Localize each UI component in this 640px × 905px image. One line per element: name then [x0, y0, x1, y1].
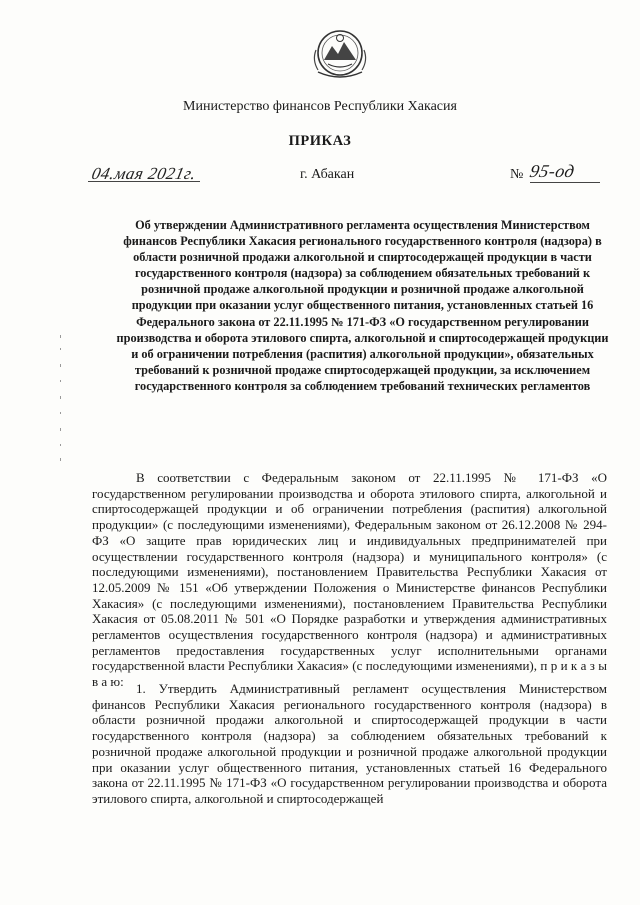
number-label: №	[510, 167, 524, 182]
coat-of-arms-icon	[300, 20, 380, 90]
body-paragraph-1: В соответствии с Федеральным законом от 22.11.1995 № 171-ФЗ «О государственном регулировании производства и оборота этилового спирта, алкогольной и спиртосодержащей продукции и об ограничении потребления (распития) алкогольной продукции» (с последующими изменениями), Федеральным законом от 26.12.2008 № 294-ФЗ «О защите прав юридических лиц и индивидуальных предпринимателей при осуществлении государственного контроля (надзора) и муниципального контроля» (с последующими изменениями), постановлением Правительства Республики Хакасия от 12.05.2009 № 151 «Об утверждении Положения о Министерстве финансов Республики Хакасия» (с последующими изменениями), постановлением Правительства Республики Хакасия от 05.08.2011 № 501 «О Порядке разработки и утверждения административных регламентов осуществления государственного контроля (надзора) и административных регламентов предоставления государственных услуг исполнительными органами государственной власти Республики Хакасия» (с последующими изменениями), п р и к а з ы в а ю:	[92, 470, 607, 690]
handwritten-date: 04.мая 2021г.	[90, 164, 199, 183]
handwritten-number: 95-од	[527, 161, 577, 181]
scan-artifact	[58, 330, 64, 470]
city: г. Абакан	[300, 167, 355, 182]
document-type: ПРИКАЗ	[288, 133, 352, 149]
date-underline	[88, 181, 200, 182]
ministry-name: Министерство финансов Республики Хакасия	[183, 99, 457, 114]
document-title: Об утверждении Административного регламента осуществления Министерством финансов Республики Хакасия регионального государственного контроля (надзора) в области розничной продажи алкогольной и спиртосодержащей продукции в части государственного контроля (надзора) за соблюдением обязательных требований к розничной продаже алкогольной продукции и розничной продаже алкогольной продукции при оказании услуг общественного питания, установленных статьей 16 Федерального закона от 22.11.1995 № 171-ФЗ «О государственном регулировании производства и оборота этилового спирта, алкогольной и спиртосодержащей продукции и об ограничении потребления (распития) алкогольной продукции», обязательных требований к розничной продаже спиртосодержащей продукции, за исключением государственного контроля за соблюдением требований технических регламентов	[116, 218, 609, 393]
body-paragraph-2: 1. Утвердить Административный регламент осуществления Министерством финансов Республики Хакасия регионального государственного контроля (надзора) в области розничной продажи алкогольной и спиртосодержащей продукции в части государственного контроля (надзора) за соблюдением обязательных требований к розничной продаже алкогольной продукции и розничной продаже алкогольной продукции при оказании услуг общественного питания, установленных статьей 16 Федерального закона от 22.11.1995 № 171-ФЗ «О государственном регулировании производства и оборота этилового спирта, алкогольной и спиртосодержащей	[92, 681, 607, 806]
number-underline	[530, 182, 600, 183]
